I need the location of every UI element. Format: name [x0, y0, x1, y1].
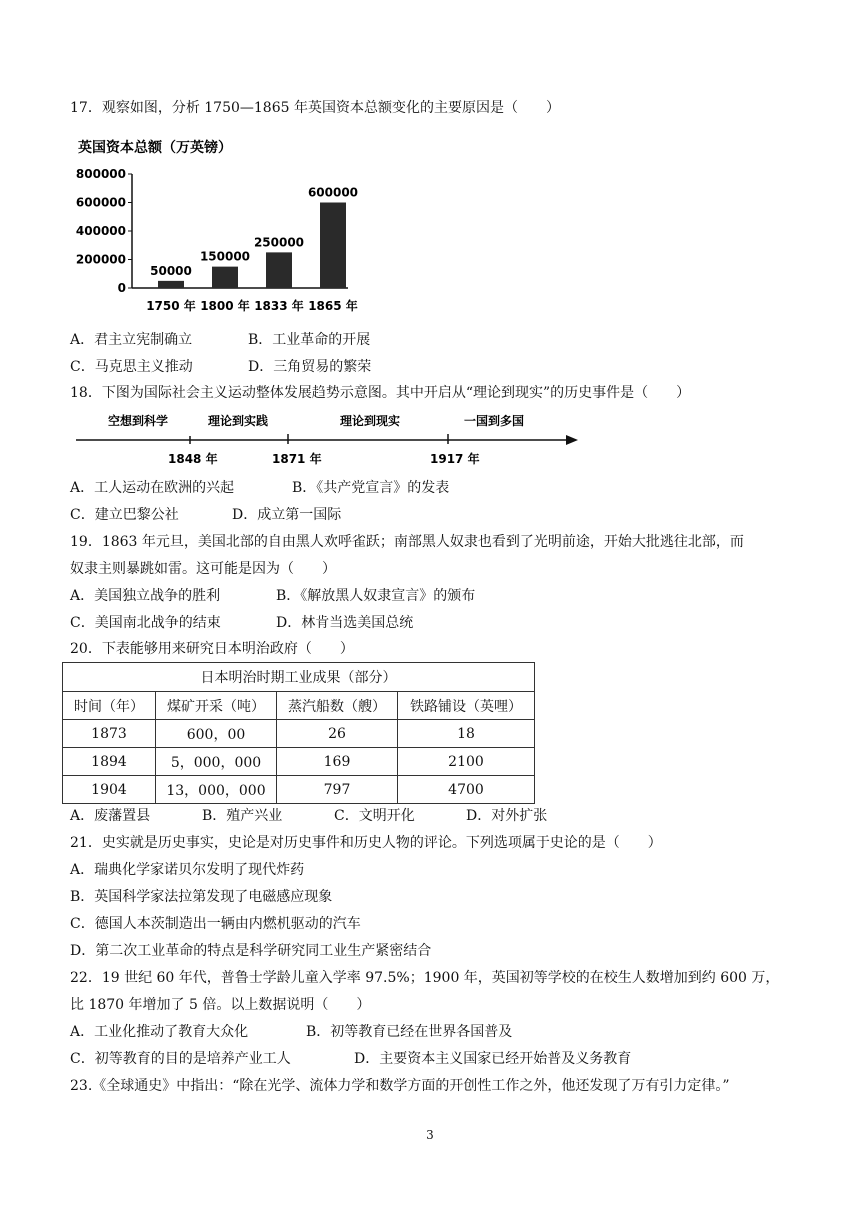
- q17-option-d[interactable]: D．三角贸易的繁荣: [248, 359, 372, 375]
- q20-stem: 20．下表能够用来研究日本明治政府（ ）: [70, 641, 354, 657]
- q19-option-d[interactable]: D．林肯当选美国总统: [276, 615, 414, 631]
- q17-option-c[interactable]: C．马克思主义推动: [70, 359, 193, 375]
- bar-data-label: 250000: [253, 235, 305, 250]
- stage-label-4: 一国到多国: [464, 414, 525, 428]
- q19-option-c[interactable]: C．美国南北战争的结束: [70, 615, 221, 631]
- capital-bar-chart: [70, 128, 360, 318]
- q19-stem-line2: 奴隶主则暴跳如雷。这可能是因为（ ）: [70, 561, 336, 577]
- stage-label-2: 理论到实践: [208, 414, 269, 428]
- y-tick-label: 200000: [75, 252, 126, 267]
- table-cell: 2100: [398, 748, 535, 776]
- header-coal: 煤矿开采（吨）: [156, 692, 277, 720]
- stage-label-1: 空想到科学: [108, 414, 169, 428]
- stage-label-3: 理论到现实: [340, 414, 401, 428]
- q22-option-b[interactable]: B．初等教育已经在世界各国普及: [306, 1024, 513, 1040]
- q22-stem-line1: 22．19 世纪 60 年代，普鲁士学龄儿童入学率 97.5%；1900 年，英国初等学校的在校生人数增加到约 600 万，: [70, 970, 780, 986]
- table-row: [63, 748, 535, 776]
- q17-stem: 17．观察如图，分析 1750—1865 年英国资本总额变化的主要原因是（ ）: [70, 100, 560, 116]
- header-year: 时间（年）: [63, 692, 156, 720]
- table-cell: 4700: [398, 776, 535, 804]
- q22-option-a[interactable]: A．工业化推动了教育大众化: [70, 1024, 249, 1040]
- q18-option-c[interactable]: C．建立巴黎公社: [70, 507, 179, 523]
- page-number: 3: [426, 1128, 434, 1142]
- year-label-1848: 1848 年: [168, 452, 218, 466]
- q17-option-a[interactable]: A．君主立宪制确立: [70, 332, 193, 348]
- header-steamships: 蒸汽船数（艘）: [277, 692, 398, 720]
- table-cell: 26: [277, 720, 398, 748]
- q17-option-b[interactable]: B．工业革命的开展: [248, 332, 371, 348]
- table-cell: 797: [277, 776, 398, 804]
- bar: [266, 252, 292, 288]
- q23-stem: 23.《全球通史》中指出：“除在光学、流体力学和数学方面的开创性工作之外，他还发现了万有引力定律。”: [70, 1078, 730, 1094]
- table-cell: 18: [398, 720, 535, 748]
- q20-option-a[interactable]: A．废藩置县: [70, 808, 151, 824]
- q21-stem: 21．史实就是历史事实，史论是对历史事件和历史人物的评论。下列选项属于史论的是（ ）: [70, 835, 662, 851]
- x-tick-label: 1800 年: [200, 299, 250, 313]
- meiji-industry-table: [62, 662, 535, 804]
- q21-option-c[interactable]: C．德国人本茨制造出一辆由内燃机驱动的汽车: [70, 916, 361, 932]
- q18-option-a[interactable]: A．工人运动在欧洲的兴起: [70, 480, 235, 496]
- q18-option-d[interactable]: D．成立第一国际: [232, 507, 342, 523]
- table-caption-row: [63, 663, 535, 692]
- q20-option-d[interactable]: D．对外扩张: [466, 808, 548, 824]
- table-header-row: [63, 692, 535, 720]
- table-cell: 5，000，000: [156, 748, 277, 776]
- table-caption: 日本明治时期工业成果（部分）: [63, 663, 535, 692]
- q19-stem-line1: 19．1863 年元旦，美国北部的自由黑人欢呼雀跃；南部黑人奴隶也看到了光明前途，开始大批逃往北部，而: [70, 534, 744, 550]
- table-cell: 1904: [63, 776, 156, 804]
- x-tick-label: 1750 年: [146, 299, 196, 313]
- q21-option-a[interactable]: A．瑞典化学家诺贝尔发明了现代炸药: [70, 862, 305, 878]
- q22-option-c[interactable]: C．初等教育的目的是培养产业工人: [70, 1051, 291, 1067]
- header-railway: 铁路铺设（英哩）: [398, 692, 535, 720]
- q22-stem-line2: 比 1870 年增加了 5 倍。以上数据说明（ ）: [70, 997, 371, 1013]
- q22-option-d[interactable]: D．主要资本主义国家已经开始普及义务教育: [354, 1051, 632, 1067]
- chart-title: 英国资本总额（万英镑）: [78, 140, 232, 156]
- y-tick-label: 800000: [75, 167, 126, 181]
- bar-data-label: 600000: [307, 185, 359, 200]
- q19-option-b[interactable]: B．《解放黑人奴隶宣言》的颁布: [276, 588, 476, 604]
- q18-option-b[interactable]: B．《共产党宣言》的发表: [292, 480, 450, 496]
- bar: [158, 281, 184, 288]
- year-label-1917: 1917 年: [430, 452, 480, 466]
- timeline-arrow-icon: [566, 435, 578, 445]
- table-cell: 169: [277, 748, 398, 776]
- q21-option-b[interactable]: B．英国科学家法拉第发现了电磁感应现象: [70, 889, 333, 905]
- table-cell: 1894: [63, 748, 156, 776]
- table-row: [63, 776, 535, 804]
- bar: [320, 203, 346, 289]
- y-tick-label: 400000: [75, 224, 126, 238]
- q20-option-c[interactable]: C．文明开化: [334, 808, 415, 824]
- table-cell: 13，000，000: [156, 776, 277, 804]
- x-tick-label: 1833 年: [254, 299, 304, 313]
- y-tick-label: 0: [117, 281, 126, 295]
- q21-option-d[interactable]: D．第二次工业革命的特点是科学研究同工业生产紧密结合: [70, 943, 432, 959]
- bar-data-label: 50000: [150, 263, 192, 278]
- y-tick-label: 600000: [75, 195, 126, 210]
- x-tick-label: 1865 年: [308, 299, 358, 313]
- bar: [212, 267, 238, 288]
- q18-stem: 18．下图为国际社会主义运动整体发展趋势示意图。其中开启从“理论到现实”的历史事件是（ ）: [70, 385, 691, 401]
- table-cell: 1873: [63, 720, 156, 748]
- q20-option-b[interactable]: B．殖产兴业: [202, 808, 283, 824]
- bar-data-label: 150000: [199, 249, 251, 264]
- table-cell: 600，00: [156, 720, 277, 748]
- q19-option-a[interactable]: A．美国独立战争的胜利: [70, 588, 221, 604]
- year-label-1871: 1871 年: [272, 452, 322, 466]
- table-row: [63, 720, 535, 748]
- socialism-timeline: [72, 408, 582, 470]
